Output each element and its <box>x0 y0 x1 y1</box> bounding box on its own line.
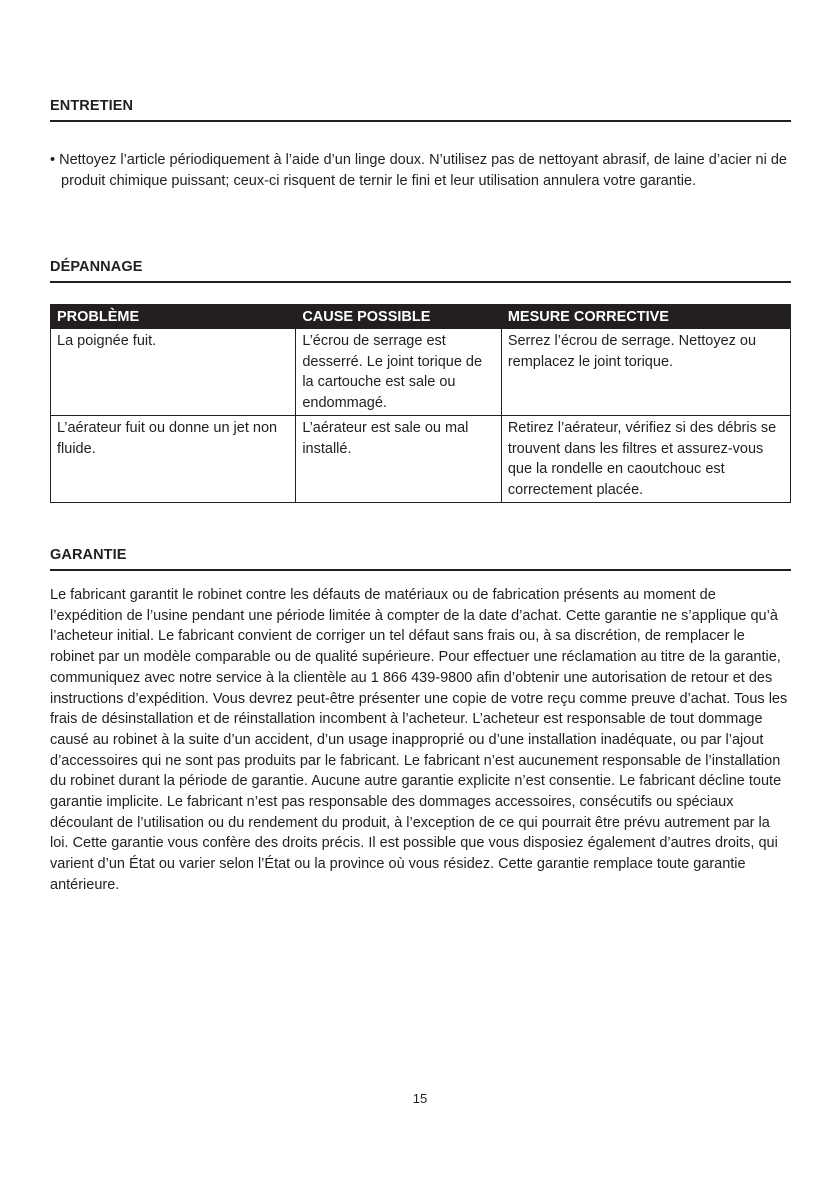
garantie-body <box>50 585 792 896</box>
cell-probleme: La poignée fuit. <box>51 329 296 416</box>
garantie-section <box>50 547 791 571</box>
garantie-heading: GARANTIE <box>50 547 791 571</box>
page-number: 15 <box>412 1091 428 1106</box>
table-row <box>51 329 791 416</box>
depannage-heading: DÉPANNAGE <box>50 259 791 283</box>
troubleshooting-table <box>50 304 791 503</box>
column-header-probleme: PROBLÈME <box>51 305 296 329</box>
depannage-section <box>50 259 791 283</box>
cell-cause: L’écrou de serrage est desserré. Le joint torique de la cartouche est sale ou endommagé. <box>296 329 502 416</box>
column-header-cause: CAUSE POSSIBLE <box>296 305 502 329</box>
cell-mesure: Retirez l’aérateur, vérifiez si des débris se trouvent dans les filtres et assurez-vous que la rondelle en caoutchouc est correctement placée. <box>501 416 790 503</box>
cell-cause: L’aérateur est sale ou mal installé. <box>296 416 502 503</box>
cell-probleme: L’aérateur fuit ou donne un jet non fluide. <box>51 416 296 503</box>
entretien-heading: ENTRETIEN <box>50 98 791 122</box>
cell-mesure: Serrez l’écrou de serrage. Nettoyez ou remplacez le joint torique. <box>501 329 790 416</box>
column-header-mesure: MESURE CORRECTIVE <box>501 305 790 329</box>
entretien-bullet: • Nettoyez l’article périodiquement à l’aide d’un linge doux. N’utilisez pas de nettoyant abrasif, de laine d’acier ni de produit chimique puissant; ceux-ci risquent de ternir le fini et leur utilisation annulera votre garantie. <box>50 152 787 189</box>
table-header-row <box>51 305 791 329</box>
garantie-text: Le fabricant garantit le robinet contre les défauts de matériaux ou de fabrication présents au moment de l’expédition de l’usine pendant une période limitée à compter de la date d’achat. Cette garantie ne s’applique qu’à l’acheteur initial. Le fabricant convient de corriger un tel défaut sans frais ou, à sa discrétion, de remplacer le robinet par un modèle comparable ou de qualité supérieure. Pour effectuer une réclamation au titre de la garantie, communiquez avec notre service à la clientèle au 1 866 439-9800 afin d’obtenir une autorisation de retour et des instructions d’expédition. Vous devrez peut-être présenter une copie de votre reçu comme preuve d’achat. Tous les frais de désinstallation et de réinstallation incombent à l’acheteur. L’acheteur est responsable de tout dommage causé au robinet à la suite d’un accident, d’un usage inapproprié ou d’une installation inadéquate, ou par l’ajout d’accessoires qui ne sont pas produits par le fabricant. Le fabricant n’est aucunement responsable de l’installation du robinet durant la période de garantie. Aucune autre garantie explicite n’est consentie. Le fabricant décline toute garantie implicite. Le fabricant n’est pas responsable des dommages accessoires, consécutifs ou spéciaux découlant de l’utilisation ou du rendement du produit, à l’exception de ce qui pourrait être prévu autrement par la loi. Cette garantie vous confère des droits précis. Il est possible que vous disposiez également d’autres droits, qui varient d’un État ou varier selon l’État ou la province où vous résidez. Cette garantie remplace toute garantie antérieure. <box>50 587 788 893</box>
table-row <box>51 416 791 503</box>
entretien-body <box>50 150 791 191</box>
entretien-section <box>50 98 791 122</box>
